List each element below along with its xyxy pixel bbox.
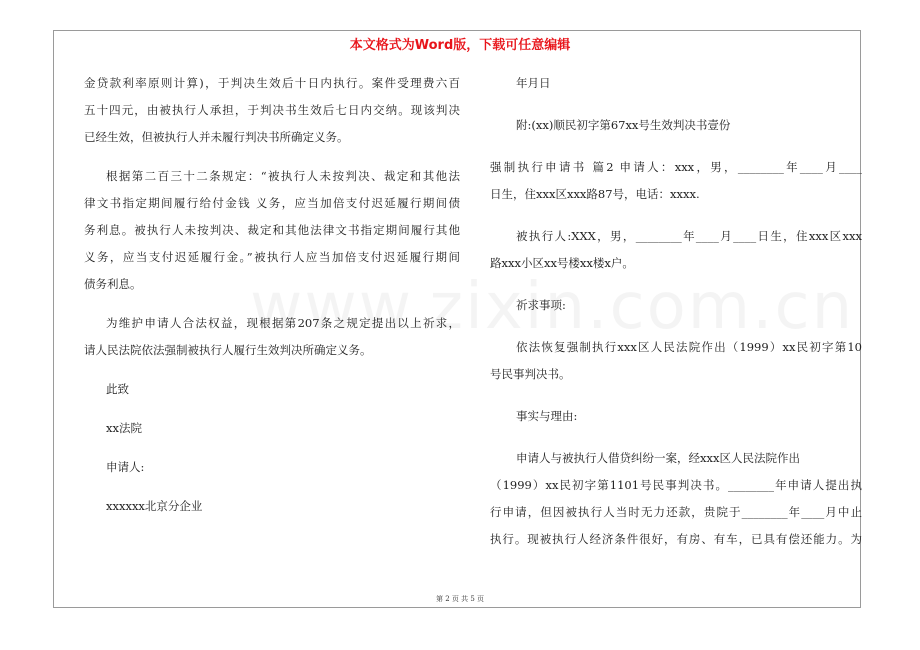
text-line: 义务，应当支付迟延履行金。”被执行人应当加倍支付迟延履行期间 (84, 250, 460, 264)
text-line: 律文书指定期间履行给付金钱 义务，应当加倍支付迟延履行期间债 (84, 196, 460, 210)
page-number: 第 2 页 共 5 页 (435, 595, 485, 603)
company-name: xxxxxx北京分企业 (106, 499, 203, 513)
text-line: 号民事判决书。 (490, 367, 571, 381)
court-name: xx法院 (106, 421, 142, 435)
text-line: 申请人与被执行人借贷纠纷一案，经xxx区人民法院作出 (516, 451, 800, 465)
claims-title: 祈求事项: (516, 298, 566, 312)
word-format-banner: 本文格式为Word版，下载可任意编辑 (349, 38, 571, 53)
text-line: 债务利息。 (84, 277, 142, 291)
text-line: 被执行人:XXX，男，________年____月____日生，住xxx区xxx (516, 229, 862, 243)
text-line: 为维护申请人合法权益，现根据第207条之规定提出以上祈求， (106, 316, 460, 330)
text-line: 依法恢复强制执行xxx区人民法院作出（1999）xx民初字第10 (516, 340, 862, 354)
text-line: 五十四元，由被执行人承担，于判决书生效后七日内交纳。现该判决 (84, 103, 460, 117)
text-line: 金贷款利率原则计算)，于判决生效后十日内执行。案件受理费六百 (84, 76, 460, 90)
text-line: 务利息。被执行人未按判决、裁定和其他法律文书指定期间履行其他 (84, 223, 460, 237)
facts-title: 事实与理由: (516, 409, 578, 423)
text-line: 日生，住xxx区xxx路87号，电话：xxxx. (490, 187, 700, 201)
text-line: 已经生效，但被执行人并未履行判决书所确定义务。 (84, 130, 349, 144)
text-line: 执行。现被执行人经济条件很好，有房、有车，已具有偿还能力。为 (490, 532, 862, 546)
salutation: 此致 (106, 382, 129, 396)
attachment-line: 附:(xx)顺民初字第67xx号生效判决书壹份 (516, 118, 731, 132)
date-line: 年月日 (516, 76, 551, 90)
text-line: 根据第二百三十二条规定：“被执行人未按判决、裁定和其他法 (106, 169, 460, 183)
text-line: 行申请，但因被执行人当时无力还款，贵院于________年____月中止 (490, 505, 862, 519)
applicant-label: 申请人: (106, 460, 145, 474)
text-line: 请人民法院依法强制被执行人履行生效判决所确定义务。 (84, 343, 372, 357)
left-column (84, 70, 460, 520)
text-line: 强制执行申请书 篇2 申请人：xxx，男，________年____月____ (490, 160, 862, 174)
text-line: （1999）xx民初字第1101号民事判决书。________年申请人提出执 (490, 478, 862, 492)
right-column (490, 70, 862, 553)
text-line: 路xxx小区xx号楼xx楼x户。 (490, 256, 634, 270)
